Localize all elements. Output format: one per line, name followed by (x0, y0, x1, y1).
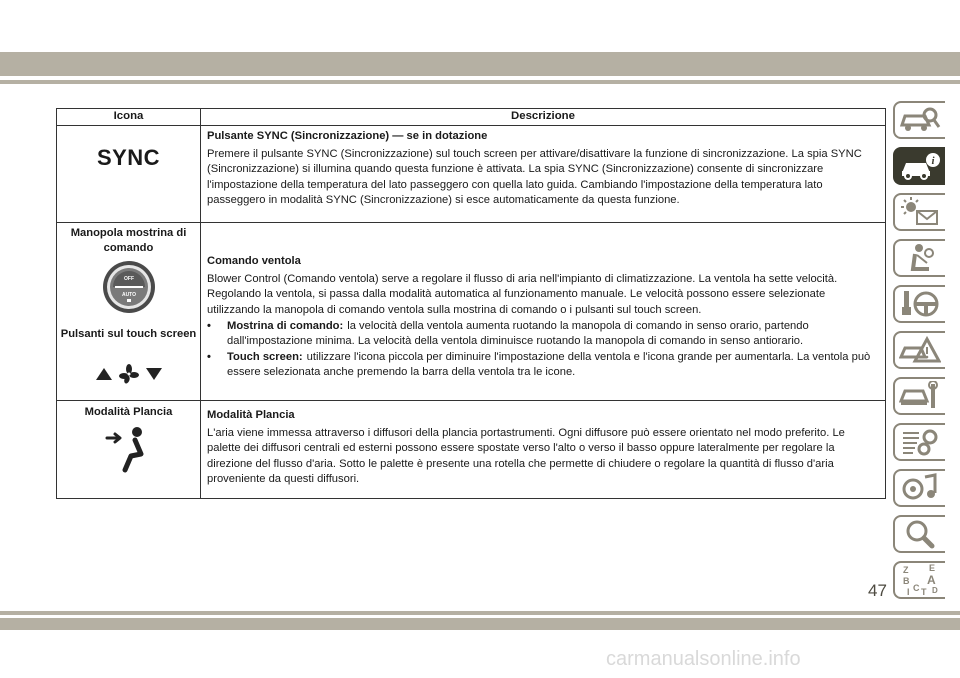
header-icon: Icona (57, 109, 201, 126)
tab-seat-safety[interactable] (893, 239, 945, 277)
top-decor-band (0, 52, 960, 76)
multimedia-icon (899, 473, 941, 503)
description-cell (201, 223, 886, 401)
tab-warning-lights[interactable] (893, 193, 945, 231)
bullet-text: utilizzare l'icona piccola per diminuire l'impostazione della ventola e l'icona grande per aumentarla. La ventola può essere selezionata anche premendo la barra della ventola tra le icone. (227, 351, 871, 379)
tab-car-service[interactable] (893, 377, 945, 415)
table-header-row (57, 109, 886, 126)
chapter-sidebar (893, 101, 947, 607)
search-icon (899, 519, 941, 549)
bullet-control-panel (207, 319, 879, 349)
index-letter: A (927, 573, 936, 587)
tab-car-info[interactable] (893, 147, 945, 185)
panel-mode-icon (101, 426, 157, 476)
index-letter: D (932, 586, 938, 595)
description-cell (201, 126, 886, 223)
steering-wheel-icon (899, 289, 941, 319)
roadside-warning-icon (899, 335, 941, 365)
fan-knob-icon (101, 259, 157, 315)
header-description: Descrizione (201, 109, 886, 126)
watermark: carmanualsonline.info (606, 648, 801, 670)
row-text: Premere il pulsante SYNC (Sincronizzazione) sul touch screen per attivare/disattivare la funzione di sincronizzazione. La spia SYNC (Sincronizzazione) si illumina quando questa funzione è attivata. La spia SYNC (Sincronizzazione) consente di sincronizzare l'impostazione della temperatura del lato passeggero con quella lato guida. Cambiando l'impostazione della temperatura lato passeggero in modalità SYNC (Sincronizzazione) si esce automaticamente da questa funzione. (207, 148, 862, 206)
climate-controls-table (56, 108, 886, 499)
tab-car-search[interactable] (893, 101, 945, 139)
tab-index[interactable] (893, 561, 945, 599)
tab-multimedia[interactable] (893, 469, 945, 507)
car-search-icon (899, 105, 941, 135)
row-text: L'aria viene immessa attraverso i diffusori della plancia portastrumenti. Ogni diffusore può essere orientato nel modo preferito. Le palette dei diffusori centrali ed esterni possono essere spostate verso l'alto o verso il basso oppure lateralmente per regolare la direzione del flusso d'aria. Sotto le palette è presente una rotella che permette di chiudere o regolare la quantità di flusso d'aria proveniente da questi diffusori. (207, 427, 845, 485)
bullet-touch-screen (207, 350, 879, 380)
knob-auto-text: AUTO (121, 292, 136, 299)
touchscreen-label: Pulsanti sul touch screen (60, 327, 197, 340)
tab-specs-gears[interactable] (893, 423, 945, 461)
bullet-label: Mostrina di comando: (227, 319, 344, 332)
fan-speed-icon (94, 364, 164, 384)
row-text: Blower Control (Comando ventola) serve a regolare il flusso di aria nell'impianto di climatizzazione. La ventola ha sette velocità. Regolando la ventola, si passa dalla modalità automatica al funzionamento manuale. Le velocità possono essere selezionate utilizzando la manopola di comando ventola sulla mostrina di comando o i pulsanti sul touch screen. (207, 273, 838, 316)
description-cell (201, 401, 886, 499)
table-row (57, 126, 886, 223)
top-decor-line (0, 80, 960, 84)
index-letter: Z (903, 565, 909, 575)
index-letter: C (913, 583, 920, 593)
knob-off-text: OFF (123, 276, 134, 283)
bottom-decor-line (0, 611, 960, 615)
table-row (57, 401, 886, 499)
bullet-dot: • (207, 319, 211, 332)
table-row (57, 223, 886, 401)
car-info-icon (899, 151, 941, 181)
index-letter: B (903, 576, 910, 586)
panel-mode-label: Modalità Plancia (84, 406, 173, 418)
bullet-text: la velocità della ventola aumenta ruotando la manopola di comando in senso orario, partendo dall'impostazione minima. La velocità della ventola diminuisce ruotando la manopola di comando in senso antiorario. (227, 319, 809, 348)
row-title: Comando ventola (207, 255, 301, 267)
seat-safety-icon (899, 243, 941, 273)
tab-roadside-warning[interactable] (893, 331, 945, 369)
car-service-icon (899, 381, 941, 411)
icon-cell (57, 401, 201, 499)
row-title: Pulsante SYNC (Sincronizzazione) — se in dotazione (207, 130, 488, 142)
icon-cell (57, 223, 201, 401)
bullet-label: Touch screen: (227, 351, 303, 364)
sync-icon: SYNC (96, 145, 161, 170)
svg-text:i: i (931, 155, 935, 167)
row-title: Modalità Plancia (207, 409, 295, 421)
specs-gears-icon (899, 427, 941, 457)
bullet-dot: • (207, 351, 211, 364)
knob-label: Manopola mostrina di comando (70, 227, 187, 255)
index-letter: I (907, 587, 910, 597)
index-letter: E (929, 563, 936, 573)
tab-search[interactable] (893, 515, 945, 553)
warning-lights-icon (899, 197, 941, 227)
bottom-decor-band (0, 618, 960, 630)
page-number: 47 (868, 581, 887, 600)
index-letters-icon (899, 563, 941, 597)
icon-cell (57, 126, 201, 223)
index-letter: T (921, 587, 927, 597)
tab-steering-wheel[interactable] (893, 285, 945, 323)
